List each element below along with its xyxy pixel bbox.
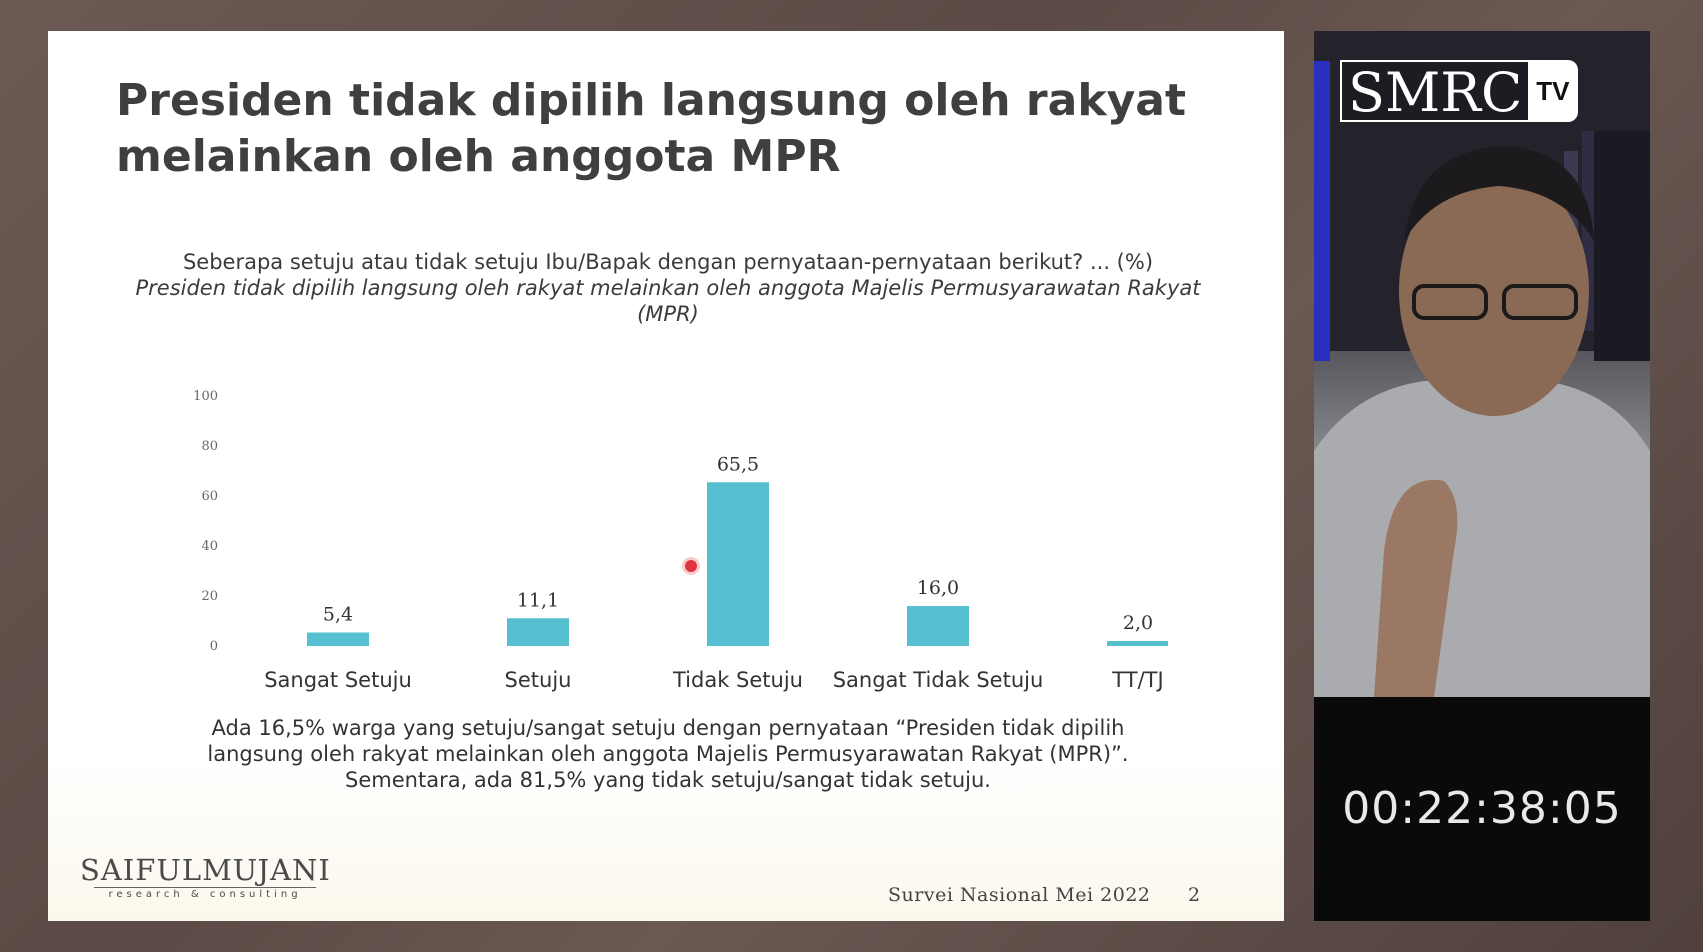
y-tick-label: 100 [193,389,218,404]
bar [1107,641,1168,646]
brand-suffix: TV [1528,60,1577,122]
saifulmujani-logo [80,853,330,900]
page-number: 2 [1188,884,1201,906]
data-label: 16,0 [916,577,960,599]
logo-subtitle: research & consulting [94,887,316,900]
summary-text [148,715,1188,793]
camera-panel [1314,31,1650,921]
category-label: Tidak Setuju [673,668,803,692]
bar [307,633,369,647]
y-tick-label: 0 [209,639,218,654]
y-tick-label: 60 [201,489,218,504]
data-label: 5,4 [322,603,354,626]
presenter-video [1314,31,1650,697]
y-tick-label: 20 [201,589,218,604]
bar-chart [128,371,1168,711]
category-label: Sangat Setuju [264,668,412,692]
footer-source: Survei Nasional Mei 2022 [888,884,1151,906]
category-label: Setuju [504,668,572,692]
bar [507,618,569,646]
brand-text: SMRC [1340,60,1528,122]
y-tick-label: 80 [201,439,218,454]
pointer-cursor [685,560,697,572]
survey-question [128,249,1208,327]
slide-title [116,73,1216,185]
presenter-silhouette [1314,31,1650,697]
data-label: 65,5 [716,453,760,476]
question-text: Seberapa setuju atau tidak setuju Ibu/Bapak dengan pernyataan-pernyataan berikut? ... (%) [182,250,1154,274]
category-label: TT/TJ [1112,668,1164,692]
bar [907,606,969,646]
summary-line-1: Ada 16,5% warga yang setuju/sangat setuju dengan pernyataan “Presiden tidak dipilih [211,716,1125,740]
summary-line-3: Sementara, ada 81,5% yang tidak setuju/sangat tidak setuju. [345,768,991,792]
data-label: 11,1 [516,589,560,612]
summary-line-2: langsung oleh rakyat melainkan oleh anggota Majelis Permusyarawatan Rakyat (MPR)”. [207,742,1129,766]
slide-title-line-2: melainkan oleh anggota MPR [116,131,841,182]
statement-text: Presiden tidak dipilih langsung oleh rakyat melainkan oleh anggota Majelis Permusyarawatan Rakyat (MPR) [135,276,1201,326]
smrc-tv-logo [1340,60,1578,122]
bar [707,482,769,646]
timecode: 00:22:38:05 [1342,783,1622,834]
category-label: Sangat Tidak Setuju [832,668,1044,692]
logo-name: SAIFULMUJANI [80,853,331,887]
y-tick-label: 40 [201,539,218,554]
presentation-slide [48,31,1284,921]
data-label: 2,0 [1122,612,1154,634]
slide-title-line-1: Presiden tidak dipilih langsung oleh rakyat [116,75,1186,126]
